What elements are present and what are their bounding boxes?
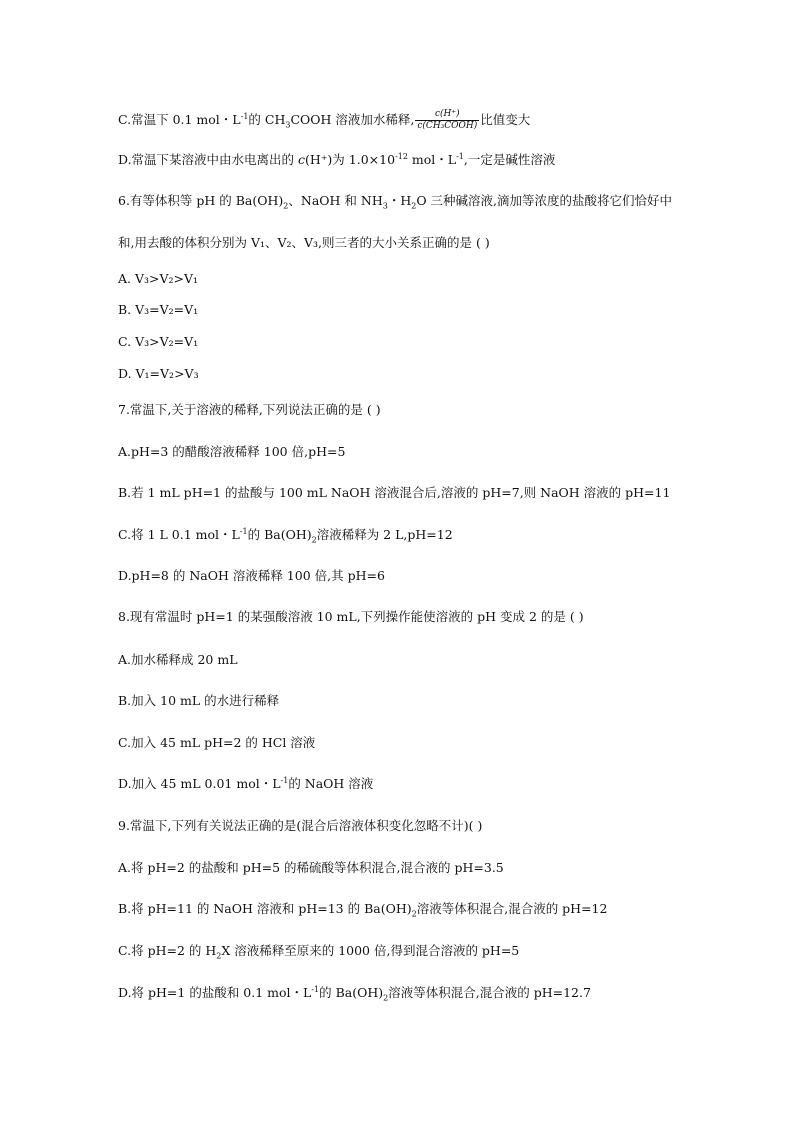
text: 的 Ba(OH) [247, 527, 312, 542]
q5-option-c [118, 109, 530, 132]
fraction-denominator: c(CH₃COOH) [417, 121, 478, 131]
text: C.将 1 L 0.1 mol・L [118, 527, 240, 542]
q7-stem: 7.常温下,关于溶液的稀释,下列说法正确的是 ( ) [118, 402, 381, 417]
text: O 三种碱溶液,滴加等浓度的盐酸将它们恰好中 [416, 193, 673, 208]
q9-option-d [118, 984, 591, 1002]
q6-option-a: A. V₃>V₂>V₁ [118, 271, 199, 286]
text: 的 CH [248, 112, 286, 127]
fraction-numerator: c(H⁺) [415, 109, 479, 121]
text: 的 NaOH 溶液 [288, 776, 374, 791]
superscript: -1 [280, 775, 289, 785]
text: 、NaOH 和 NH [288, 193, 383, 208]
text: 的 Ba(OH) [319, 985, 384, 1000]
superscript: -1 [456, 151, 464, 161]
text: 溶液等体积混合,混合液的 pH=12 [416, 901, 608, 916]
q6-option-b: B. V₃=V₂=V₁ [118, 302, 199, 317]
subscript: 2 [411, 201, 417, 211]
text: ,一定是碱性溶液 [463, 152, 556, 167]
q9-option-b [118, 900, 607, 918]
q7-option-c [118, 526, 453, 544]
q9-option-a: A.将 pH=2 的盐酸和 pH=5 的稀硫酸等体积混合,混合液的 pH=3.5 [118, 860, 504, 875]
text: C.常温下 0.1 mol・L [118, 112, 241, 127]
superscript: -1 [311, 984, 320, 994]
q7-option-d: D.pH=8 的 NaOH 溶液稀释 100 倍,其 pH=6 [118, 568, 385, 583]
text: D.加入 45 mL 0.01 mol・L [118, 776, 281, 791]
superscript: -1 [239, 526, 248, 536]
subscript: 2 [283, 201, 289, 211]
superscript: -1 [240, 111, 249, 121]
text: X 溶液稀释至原来的 1000 倍,得到混合溶液的 pH=5 [221, 943, 520, 958]
subscript: 2 [311, 535, 317, 545]
text: 比值变大 [480, 112, 531, 127]
text: B.将 pH=11 的 NaOH 溶液和 pH=13 的 Ba(OH) [118, 901, 412, 916]
subscript: 2 [216, 951, 222, 961]
text: D.将 pH=1 的盐酸和 0.1 mol・L [118, 985, 312, 1000]
text: 溶液等体积混合,混合液的 pH=12.7 [388, 985, 591, 1000]
q8-option-c: C.加入 45 mL pH=2 的 HCl 溶液 [118, 735, 316, 750]
text: COOH 溶液加水稀释, [290, 112, 415, 127]
variable: c [298, 152, 306, 167]
subscript: 2 [383, 993, 389, 1003]
q5-option-d [118, 151, 555, 169]
q6-stem-line1 [118, 192, 672, 210]
text: 溶液稀释为 2 L,pH=12 [316, 527, 453, 542]
subscript: 2 [411, 909, 417, 919]
q6-option-d: D. V₁=V₂>V₃ [118, 366, 199, 381]
subscript: 3 [285, 120, 291, 130]
q8-option-a: A.加水稀释成 20 mL [118, 652, 238, 667]
text: mol・L [407, 152, 457, 167]
subscript: 3 [382, 201, 388, 211]
text: 6.有等体积等 pH 的 Ba(OH) [118, 193, 284, 208]
text: C.将 pH=2 的 H [118, 943, 217, 958]
q9-stem: 9.常温下,下列有关说法正确的是(混合后溶液体积变化忽略不计)( ) [118, 818, 483, 833]
text: ・H [387, 193, 412, 208]
q9-option-c [118, 942, 519, 960]
q8-stem: 8.现有常温时 pH=1 的某强酸溶液 10 mL,下列操作能使溶液的 pH 变成 2 的是 ( ) [118, 609, 584, 624]
q7-option-a: A.pH=3 的醋酸溶液稀释 100 倍,pH=5 [118, 444, 346, 459]
q8-option-d [118, 775, 373, 793]
q6-stem-line2: 和,用去酸的体积分别为 V₁、V₂、V₃,则三者的大小关系正确的是 ( ) [118, 235, 490, 250]
q7-option-b: B.若 1 mL pH=1 的盐酸与 100 mL NaOH 溶液混合后,溶液的 pH=7,则 NaOH 溶液的 pH=11 [118, 485, 671, 500]
superscript: -12 [395, 151, 408, 161]
q8-option-b: B.加入 10 mL 的水进行稀释 [118, 693, 280, 708]
text: D.常温下某溶液中由水电离出的 [118, 152, 299, 167]
q6-option-c: C. V₃>V₂=V₁ [118, 334, 199, 349]
text: (H⁺)为 1.0×10 [305, 152, 396, 167]
fraction [415, 109, 479, 132]
